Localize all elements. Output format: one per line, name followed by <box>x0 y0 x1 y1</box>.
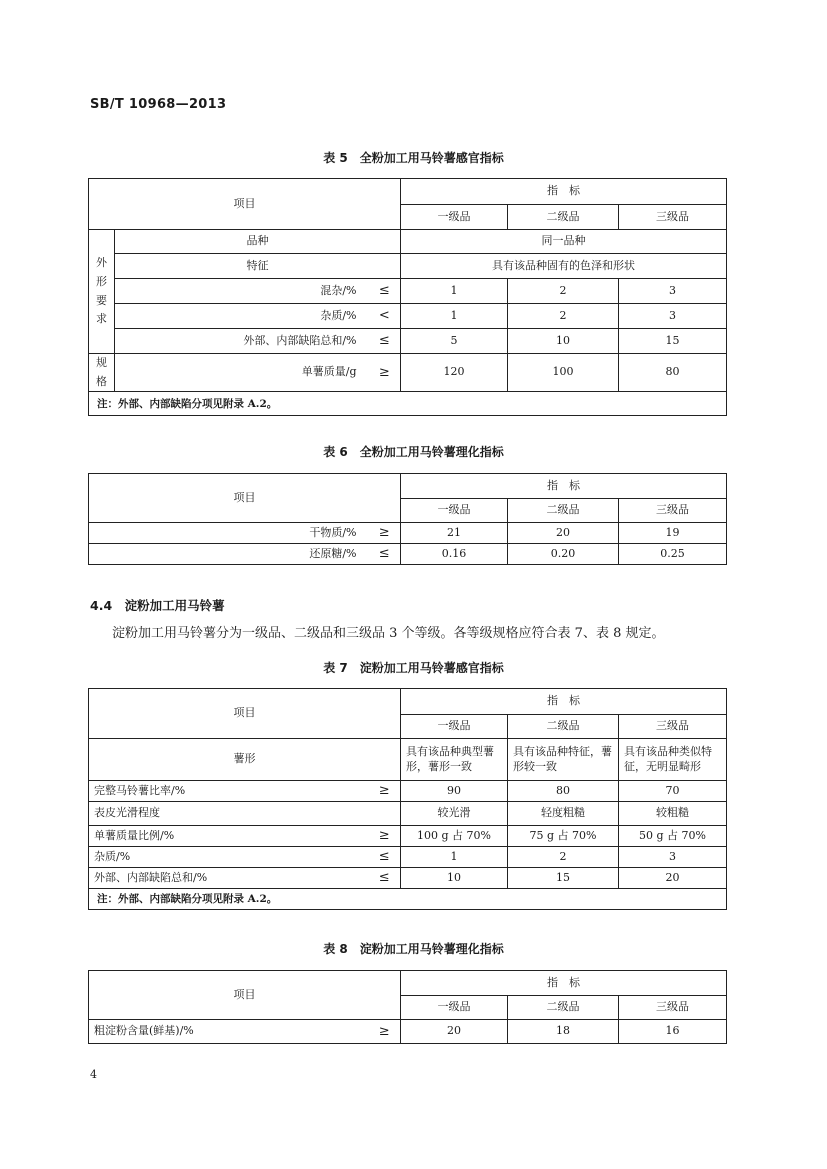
table7-cell: 90 <box>401 781 508 802</box>
table7-index-header: 指 标 <box>401 689 727 715</box>
section-paragraph: 淀粉加工用马铃薯分为一级品、二级品和三级品 3 个等级。各等级规格应符合表 7、表 8 规定。 <box>112 626 665 641</box>
table6-cell: 19 <box>619 523 727 544</box>
table8-grade-2: 二级品 <box>508 996 619 1020</box>
table6-row-symbol: ≥ <box>369 523 401 544</box>
table8-row-symbol: ≥ <box>369 1020 401 1044</box>
table7-cell: 较光滑 <box>401 802 508 826</box>
table7-shape-label: 薯形 <box>89 739 401 781</box>
table6-index-header: 指 标 <box>401 474 727 499</box>
table8-cell: 16 <box>619 1020 727 1044</box>
table5-variety-value: 同一品种 <box>401 230 727 254</box>
table5-cell: 1 <box>401 304 508 329</box>
table7-grade-1: 一级品 <box>401 715 508 739</box>
table7-grade-2: 二级品 <box>508 715 619 739</box>
table8-cell: 20 <box>401 1020 508 1044</box>
table8-cell: 18 <box>508 1020 619 1044</box>
table7-cell: 20 <box>619 868 727 889</box>
table6-cell: 20 <box>508 523 619 544</box>
table5-note: 注：外部、内部缺陷分项见附录 A.2。 <box>89 392 727 416</box>
table8-caption: 表 8 淀粉加工用马铃薯理化指标 <box>323 942 504 956</box>
table7-cell: 1 <box>401 847 508 868</box>
table7-row-name: 杂质/% <box>89 847 369 868</box>
table7-cell: 50 g 占 70% <box>619 826 727 847</box>
table8-item-header: 项目 <box>89 971 401 1020</box>
table8-index-header: 指 标 <box>401 971 727 996</box>
table7-cell: 轻度粗糙 <box>508 802 619 826</box>
table5-grade-1: 一级品 <box>401 205 508 230</box>
table5-row-name: 外部、内部缺陷总和/% <box>115 329 369 354</box>
table5-item-header: 项目 <box>89 179 401 230</box>
table5-row-symbol: < <box>369 304 401 329</box>
table5-cell: 10 <box>508 329 619 354</box>
table5-caption: 表 5 全粉加工用马铃薯感官指标 <box>323 151 504 165</box>
table7-row-name: 表皮光滑程度 <box>89 802 369 826</box>
table7-cell: 75 g 占 70% <box>508 826 619 847</box>
table7-cell: 100 g 占 70% <box>401 826 508 847</box>
table5-variety-label: 品种 <box>115 230 401 254</box>
table5-row-name: 杂质/% <box>115 304 369 329</box>
table6-row-symbol: ≤ <box>369 544 401 565</box>
table7-row-symbol: ≥ <box>369 826 401 847</box>
table6-grade-1: 一级品 <box>401 499 508 523</box>
table7-cell: 较粗糙 <box>619 802 727 826</box>
table5-row-symbol: ≤ <box>369 279 401 304</box>
table5-grade-3: 三级品 <box>619 205 727 230</box>
table5-group-spec: 规格 <box>89 354 115 392</box>
table8-grade-3: 三级品 <box>619 996 727 1020</box>
table7-row-symbol: ≤ <box>369 868 401 889</box>
table7-shape-value: 具有该品种类似特征，无明显畸形 <box>619 739 727 781</box>
table5 <box>88 178 727 416</box>
table7-shape-value: 具有该品种特征，薯形较一致 <box>508 739 619 781</box>
table7 <box>88 688 727 910</box>
table5-cell: 120 <box>401 354 508 392</box>
table5-group-appearance: 外形要求 <box>89 230 115 354</box>
table8-row-name: 粗淀粉含量(鲜基)/% <box>89 1020 369 1044</box>
table8 <box>88 970 727 1044</box>
table7-row-symbol: ≤ <box>369 847 401 868</box>
table7-row-symbol <box>369 802 401 826</box>
table7-caption: 表 7 淀粉加工用马铃薯感官指标 <box>323 661 504 675</box>
table6-grade-3: 三级品 <box>619 499 727 523</box>
table7-cell: 3 <box>619 847 727 868</box>
table6-cell: 0.16 <box>401 544 508 565</box>
table5-cell: 3 <box>619 304 727 329</box>
table6-row-name: 干物质/% <box>89 523 369 544</box>
table6-cell: 0.20 <box>508 544 619 565</box>
table6-item-header: 项目 <box>89 474 401 523</box>
table5-grade-2: 二级品 <box>508 205 619 230</box>
table6-caption: 表 6 全粉加工用马铃薯理化指标 <box>323 445 504 459</box>
table5-cell: 80 <box>619 354 727 392</box>
table7-grade-3: 三级品 <box>619 715 727 739</box>
table6-grade-2: 二级品 <box>508 499 619 523</box>
table5-cell: 1 <box>401 279 508 304</box>
table7-cell: 10 <box>401 868 508 889</box>
table7-row-name: 外部、内部缺陷总和/% <box>89 868 369 889</box>
table5-cell: 5 <box>401 329 508 354</box>
table7-item-header: 项目 <box>89 689 401 739</box>
table7-row-name: 单薯质量比例/% <box>89 826 369 847</box>
table7-cell: 80 <box>508 781 619 802</box>
table5-row-name: 单薯质量/g <box>115 354 369 392</box>
page-number: 4 <box>90 1068 97 1081</box>
table5-cell: 3 <box>619 279 727 304</box>
table7-cell: 70 <box>619 781 727 802</box>
table8-grade-1: 一级品 <box>401 996 508 1020</box>
table6-cell: 0.25 <box>619 544 727 565</box>
table5-cell: 2 <box>508 304 619 329</box>
table7-shape-value: 具有该品种典型薯形，薯形一致 <box>401 739 508 781</box>
table7-cell: 2 <box>508 847 619 868</box>
table5-row-name: 混杂/% <box>115 279 369 304</box>
table5-cell: 15 <box>619 329 727 354</box>
table7-row-name: 完整马铃薯比率/% <box>89 781 369 802</box>
table5-feature-label: 特征 <box>115 254 401 279</box>
table5-row-symbol: ≤ <box>369 329 401 354</box>
table7-cell: 15 <box>508 868 619 889</box>
table6-cell: 21 <box>401 523 508 544</box>
table5-feature-value: 具有该品种固有的色泽和形状 <box>401 254 727 279</box>
table5-row-symbol: ≥ <box>369 354 401 392</box>
table5-index-header: 指 标 <box>401 179 727 205</box>
table5-cell: 2 <box>508 279 619 304</box>
section-heading: 4.4 淀粉加工用马铃薯 <box>90 598 225 613</box>
table6-row-name: 还原糖/% <box>89 544 369 565</box>
standard-number: SB/T 10968—2013 <box>90 97 227 112</box>
table7-row-symbol: ≥ <box>369 781 401 802</box>
table7-note: 注：外部、内部缺陷分项见附录 A.2。 <box>89 889 727 910</box>
table6 <box>88 473 727 565</box>
table5-cell: 100 <box>508 354 619 392</box>
